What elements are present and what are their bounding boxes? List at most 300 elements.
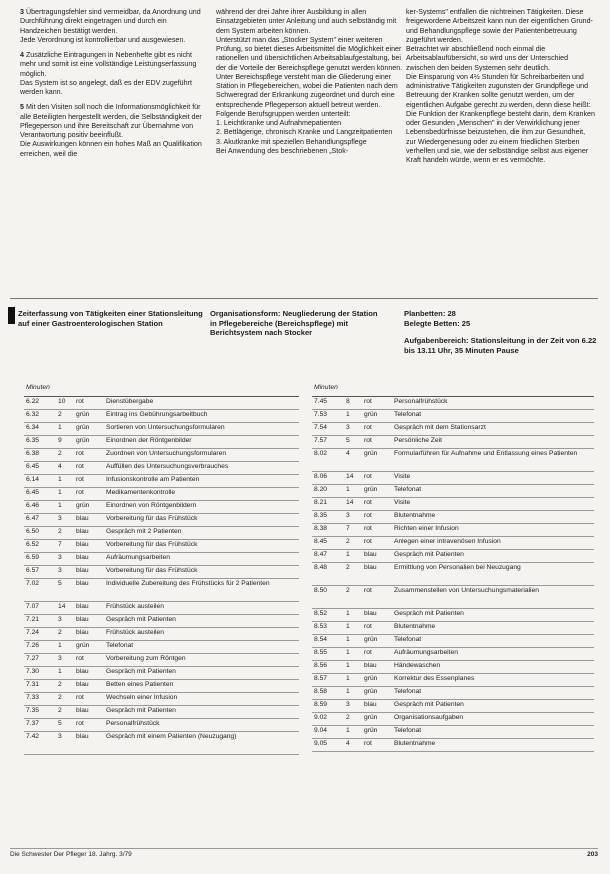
activity-cell: Richten einer Infusion	[392, 524, 594, 537]
table-row	[312, 674, 594, 687]
activity-cell: Infusionskontrolle am Patienten	[104, 475, 299, 488]
minutes-cell: 3	[344, 511, 362, 524]
color-code-cell: blau	[74, 706, 104, 719]
minutes-cell: 1	[344, 687, 362, 700]
activity-cell: Vorbereitung für das Frühstück	[104, 566, 299, 579]
activity-cell: Gespräch mit Patienten	[392, 550, 594, 563]
activity-cell: Formularführen für Aufnahme und Entlassung eines Patienten	[392, 449, 594, 472]
activity-cell: Wechseln einer Infusion	[104, 693, 299, 706]
activity-cell: Gespräch mit Patienten	[392, 700, 594, 713]
color-code-cell: blau	[362, 550, 392, 563]
minutes-cell: 3	[56, 514, 74, 527]
table-header: Minuten	[24, 383, 299, 397]
time-cell: 7.37	[24, 719, 56, 732]
paragraph: Bei Anwendung des beschriebenen „Stok-	[216, 146, 349, 155]
activity-cell: Persönliche Zeit	[392, 436, 594, 449]
minutes-cell: 1	[344, 635, 362, 648]
color-code-cell: grün	[362, 485, 392, 498]
activity-cell: Ermittlung von Personalien bei Neuzugang	[392, 563, 594, 586]
minutes-cell: 2	[56, 693, 74, 706]
minutes-cell: 3	[344, 700, 362, 713]
activity-cell: Blutentnahme	[392, 511, 594, 524]
minutes-cell: 1	[56, 501, 74, 514]
section-marker	[8, 307, 15, 324]
paragraph: Unterstützt man das „Stocker System" einer weiteren Prüfung, so bietet dieses Arbeitsmittel die Möglichkeit einer rationellen und übersichtlichen Arbeitsablaufgestaltung, bei der die Vorteile der Bereichspflege genutzt werden können.	[216, 35, 403, 72]
activity-cell: Telefonat	[392, 635, 594, 648]
aufgabenbereich: Aufgabenbereich: Stationsleitung in der Zeit von 6.22 bis 13.11 Uhr, 35 Minuten Pause	[404, 336, 597, 355]
activity-cell: Zusammenstellen von Untersuchungsmaterialien	[392, 586, 594, 609]
table-row	[24, 667, 299, 680]
time-cell: 8.53	[312, 622, 344, 635]
page-number: 203	[587, 851, 598, 858]
activity-cell: Visite	[392, 472, 594, 485]
minutes-cell: 8	[344, 397, 362, 410]
color-code-cell: grün	[74, 410, 104, 423]
table-row	[24, 732, 299, 755]
table-row	[312, 739, 594, 752]
activity-cell: Gespräch mit Patienten	[104, 706, 299, 719]
minutes-cell: 5	[344, 436, 362, 449]
color-code-cell: blau	[74, 579, 104, 602]
table-row	[24, 397, 299, 410]
paragraph	[20, 79, 210, 98]
activity-cell: Frühstück austeilen	[104, 628, 299, 641]
minutes-cell: 14	[56, 602, 74, 615]
minutes-cell: 2	[344, 537, 362, 550]
table-row	[312, 563, 594, 586]
paragraph: Unter Bereichspflege versteht man die Gliederung einer Station in Pflegebereichen, wobei die Patienten nach dem Schweregrad der Erkrankung zugeordnet und durch eine entsprechende Pflegeperson aktuell betreut werden.	[216, 72, 398, 109]
time-cell: 8.47	[312, 550, 344, 563]
time-cell: 7.02	[24, 579, 56, 602]
activity-cell: Gespräch mit Patienten	[104, 615, 299, 628]
activity-cell: Aufräumungsarbeiten	[104, 553, 299, 566]
minutes-cell: 2	[56, 706, 74, 719]
color-code-cell: rot	[74, 462, 104, 475]
color-code-cell: blau	[74, 540, 104, 553]
page-footer	[10, 848, 598, 858]
color-code-cell: rot	[362, 498, 392, 511]
time-cell: 8.02	[312, 449, 344, 472]
activity-cell: Eintrag ins Gebührungsarbeitbuch	[104, 410, 299, 423]
activity-cell: Gespräch mit einem Patienten (Neuzugang)	[104, 732, 299, 755]
activity-cell: Betten eines Patienten	[104, 680, 299, 693]
table-row	[312, 511, 594, 524]
time-cell: 6.46	[24, 501, 56, 514]
table-row	[312, 485, 594, 498]
color-code-cell: blau	[74, 514, 104, 527]
color-code-cell: grün	[74, 501, 104, 514]
table-row	[312, 397, 594, 410]
time-cell: 7.24	[24, 628, 56, 641]
minutes-cell: 4	[344, 739, 362, 752]
paragraph	[20, 36, 210, 45]
activity-cell: Einordnen von Röntgenbildern	[104, 501, 299, 514]
time-cell: 7.57	[312, 436, 344, 449]
table-row	[24, 514, 299, 527]
color-code-cell: grün	[74, 641, 104, 654]
paragraph	[20, 8, 210, 36]
time-cell: 7.21	[24, 615, 56, 628]
table-row	[24, 654, 299, 667]
color-code-cell: rot	[362, 648, 392, 661]
time-cell: 6.32	[24, 410, 56, 423]
time-cell: 8.52	[312, 609, 344, 622]
time-cell: 8.35	[312, 511, 344, 524]
activity-cell: Telefonat	[104, 641, 299, 654]
table-row	[24, 579, 299, 602]
minutes-cell: 3	[56, 732, 74, 755]
activity-cell: Telefonat	[392, 485, 594, 498]
activity-cell: Gespräch mit 2 Patienten	[104, 527, 299, 540]
minutes-cell: 1	[344, 609, 362, 622]
time-cell: 6.52	[24, 540, 56, 553]
activity-cell: Sortieren von Untersuchungsformularen	[104, 423, 299, 436]
table-row	[24, 615, 299, 628]
table-row	[312, 449, 594, 472]
minutes-cell: 1	[344, 622, 362, 635]
color-code-cell: rot	[362, 537, 392, 550]
minutes-cell: 14	[344, 498, 362, 511]
paragraph: Die Einsparung von 4½ Stunden für Schreibarbeiten und administrative Tätigkeiten zugunsten der Grundpflege und Betreuung der Kranken sollte genutzt werden, um der eigentlichen Aufgabe gerecht zu werden, denn diese heißt:	[406, 72, 591, 109]
table-row	[24, 475, 299, 488]
time-cell: 8.21	[312, 498, 344, 511]
activity-cell: Blutentnahme	[392, 739, 594, 752]
table-row	[24, 602, 299, 615]
color-code-cell: rot	[74, 693, 104, 706]
time-cell: 6.38	[24, 449, 56, 462]
color-code-cell: grün	[362, 635, 392, 648]
table-row	[24, 680, 299, 693]
time-cell: 6.45	[24, 462, 56, 475]
paragraph-text: Mit den Visiten soll noch die Informationsmöglichkeit für alle Beteiligten hergestellt werden, die Selbständigkeit der Pflegeperson und ihre Bereitschaft zur Übernahme von Verantwortung positiv beeinflußt.	[20, 103, 202, 139]
time-cell: 9.05	[312, 739, 344, 752]
color-code-cell: blau	[74, 628, 104, 641]
time-cell: 8.59	[312, 700, 344, 713]
minutes-cell: 1	[344, 550, 362, 563]
minutes-cell: 1	[344, 485, 362, 498]
activity-cell: Personalfrühstück	[392, 397, 594, 410]
table-row	[24, 436, 299, 449]
time-cell: 6.47	[24, 514, 56, 527]
activity-cell: Personalfrühstück	[104, 719, 299, 732]
paragraph-text: Übertragungsfehler sind vermeidbar, da Anordnung und Durchführung direkt eingetragen und durch ein Handzeichen bestätigt werden.	[20, 8, 201, 35]
activity-cell: Aufräumungsarbeiten	[392, 648, 594, 661]
minutes-cell: 3	[56, 566, 74, 579]
time-log-table-right	[312, 383, 594, 752]
activity-cell: Telefonat	[392, 687, 594, 700]
article-column-1	[20, 8, 210, 159]
table-row	[312, 713, 594, 726]
time-cell: 7.07	[24, 602, 56, 615]
table-row	[312, 472, 594, 485]
color-code-cell: rot	[74, 449, 104, 462]
minutes-cell: 3	[56, 615, 74, 628]
time-cell: 8.58	[312, 687, 344, 700]
activity-cell: Medikamentenkontrolle	[104, 488, 299, 501]
paragraph: 2. Bettlägerige, chronisch Kranke und Langzeitpatienten	[216, 128, 393, 137]
color-code-cell: blau	[362, 563, 392, 586]
paragraph: während der drei Jahre ihrer Ausbildung in allen Einsatzgebieten unter Anleitung und auch selbständig mit dem System arbeiten können.	[216, 8, 397, 35]
time-cell: 8.45	[312, 537, 344, 550]
activity-cell: Vorbereitung für das Frühstück	[104, 514, 299, 527]
minutes-cell: 3	[56, 553, 74, 566]
table-row	[312, 700, 594, 713]
time-cell: 7.45	[312, 397, 344, 410]
time-cell: 8.48	[312, 563, 344, 586]
minutes-cell: 1	[56, 667, 74, 680]
time-cell: 7.42	[24, 732, 56, 755]
color-code-cell: blau	[74, 680, 104, 693]
table-row	[312, 423, 594, 436]
color-code-cell: rot	[362, 436, 392, 449]
minutes-cell: 3	[344, 423, 362, 436]
table-header: Minuten	[312, 383, 594, 397]
color-code-cell: blau	[74, 527, 104, 540]
time-cell: 7.54	[312, 423, 344, 436]
color-code-cell: rot	[74, 654, 104, 667]
color-code-cell: rot	[74, 719, 104, 732]
minutes-cell: 2	[344, 713, 362, 726]
article-column-2	[216, 8, 408, 156]
paragraph: ker-Systems" entfallen die nichtreinen Tätigkeiten. Diese freigewordene Arbeitszeit kann nun der eigentlichen Grund- und Behandlungspflege sowie der Patientenbetreuung zugeführt werden.	[406, 8, 593, 44]
minutes-cell: 1	[344, 661, 362, 674]
color-code-cell: rot	[362, 511, 392, 524]
time-cell: 8.50	[312, 586, 344, 609]
activity-cell: Zuordnen von Untersuchungsformularen	[104, 449, 299, 462]
activity-cell: Individuelle Zubereitung des Frühstücks für 2 Patienten	[104, 579, 299, 602]
minutes-cell: 1	[344, 726, 362, 739]
activity-cell: Vorbereitung zum Röntgen	[104, 654, 299, 667]
color-code-cell: blau	[74, 615, 104, 628]
time-cell: 8.20	[312, 485, 344, 498]
table-row	[312, 498, 594, 511]
color-code-cell: blau	[74, 732, 104, 755]
minutes-cell: 2	[56, 449, 74, 462]
time-cell: 8.57	[312, 674, 344, 687]
activity-cell: Gespräch mit dem Stationsarzt	[392, 423, 594, 436]
activity-cell: Gespräch mit Patienten	[392, 609, 594, 622]
table-row	[312, 609, 594, 622]
minutes-cell: 2	[56, 527, 74, 540]
paragraph: Die Funktion der Krankenpflege besteht darin, dem Kranken oder Gesunden „Menschen" in der Verwirklichung jener Lebensbedürfnisse beizustehen, die ihm zur Gesundheit, zur Wiedergenesung oder zu einem friedlichen Sterben verhelfen und sie, wie der selbständige selbst aus eigener Kraft handeln würde, wenn er es vermöchte.	[406, 109, 595, 164]
time-cell: 8.38	[312, 524, 344, 537]
table-row	[312, 410, 594, 423]
table-row	[24, 410, 299, 423]
color-code-cell: rot	[362, 586, 392, 609]
paragraph: Folgende Berufsgruppen werden unterteilt:	[216, 109, 351, 118]
minutes-cell: 2	[56, 410, 74, 423]
minutes-cell: 9	[56, 436, 74, 449]
time-cell: 6.45	[24, 488, 56, 501]
time-cell: 9.02	[312, 713, 344, 726]
color-code-cell: grün	[362, 674, 392, 687]
time-cell: 6.14	[24, 475, 56, 488]
color-code-cell: grün	[362, 687, 392, 700]
activity-cell: Gespräch mit Patienten	[104, 667, 299, 680]
color-code-cell: grün	[362, 410, 392, 423]
table-row	[312, 436, 594, 449]
time-cell: 7.33	[24, 693, 56, 706]
table-info-right	[404, 309, 604, 355]
color-code-cell: rot	[362, 739, 392, 752]
minutes-cell: 1	[56, 423, 74, 436]
activity-cell: Blutentnahme	[392, 622, 594, 635]
activity-cell: Vorbereitung für das Frühstück	[104, 540, 299, 553]
time-cell: 7.35	[24, 706, 56, 719]
minutes-cell: 1	[56, 641, 74, 654]
minutes-cell: 5	[56, 719, 74, 732]
time-cell: 7.30	[24, 667, 56, 680]
paragraph-text: Die Auswirkungen können ein hohes Maß an Qualifikation erreichen, weil die	[20, 140, 202, 158]
minutes-cell: 7	[344, 524, 362, 537]
color-code-cell: grün	[362, 449, 392, 472]
color-code-cell: blau	[74, 566, 104, 579]
color-code-cell: blau	[362, 700, 392, 713]
table-row	[312, 586, 594, 609]
table-row	[24, 540, 299, 553]
minutes-cell: 3	[56, 654, 74, 667]
time-cell: 7.53	[312, 410, 344, 423]
color-code-cell: blau	[362, 661, 392, 674]
table-row	[312, 550, 594, 563]
table-row	[24, 527, 299, 540]
table-row	[24, 628, 299, 641]
table-row	[312, 622, 594, 635]
table-title-left: Zeiterfassung von Tätigkeiten einer Stationsleitung auf einer Gastroenterologischen Station	[18, 309, 203, 328]
paragraph-text: Das System ist so angelegt, daß es der EDV zugeführt werden kann.	[20, 78, 192, 96]
table-row	[24, 641, 299, 654]
table-row	[24, 501, 299, 514]
table-row	[312, 726, 594, 739]
activity-cell: Auffüllen des Untersuchungsverbrauches	[104, 462, 299, 475]
table-row	[312, 524, 594, 537]
activity-cell: Händewaschen	[392, 661, 594, 674]
activity-cell: Korrektur des Essenplanes	[392, 674, 594, 687]
planbetten: Planbetten: 28	[404, 309, 456, 318]
list-number: 3	[20, 8, 24, 16]
paragraph	[20, 140, 210, 159]
table-row	[312, 661, 594, 674]
minutes-cell: 2	[344, 586, 362, 609]
table-row	[24, 553, 299, 566]
minutes-cell: 4	[344, 449, 362, 472]
time-cell: 6.34	[24, 423, 56, 436]
color-code-cell: rot	[74, 488, 104, 501]
table-row	[312, 537, 594, 550]
time-cell: 8.55	[312, 648, 344, 661]
time-cell: 6.22	[24, 397, 56, 410]
time-cell: 6.59	[24, 553, 56, 566]
minutes-cell: 7	[56, 540, 74, 553]
minutes-cell: 10	[56, 397, 74, 410]
time-cell: 6.35	[24, 436, 56, 449]
color-code-cell: blau	[74, 602, 104, 615]
color-code-cell: grün	[362, 726, 392, 739]
activity-cell: Visite	[392, 498, 594, 511]
table-row	[24, 488, 299, 501]
color-code-cell: grün	[74, 436, 104, 449]
minutes-cell: 2	[344, 563, 362, 586]
time-cell: 9.04	[312, 726, 344, 739]
activity-cell: Telefonat	[392, 726, 594, 739]
table-row	[24, 423, 299, 436]
minutes-cell: 1	[56, 475, 74, 488]
time-log-table-left	[24, 383, 299, 755]
activity-cell: Anlegen einer intravenösen Infusion	[392, 537, 594, 550]
minutes-cell: 4	[56, 462, 74, 475]
article-column-3	[406, 8, 596, 165]
paragraph-text: Jede Verordnung ist kontrollierbar und ausgewiesen.	[20, 35, 186, 44]
minutes-cell: 1	[344, 648, 362, 661]
color-code-cell: rot	[362, 423, 392, 436]
color-code-cell: rot	[74, 475, 104, 488]
table-row	[24, 706, 299, 719]
color-code-cell: blau	[74, 553, 104, 566]
color-code-cell: grün	[362, 713, 392, 726]
time-cell: 7.27	[24, 654, 56, 667]
minutes-cell: 2	[56, 628, 74, 641]
time-cell: 6.57	[24, 566, 56, 579]
table-row	[312, 635, 594, 648]
table-row	[24, 462, 299, 475]
time-cell: 7.31	[24, 680, 56, 693]
color-code-cell: rot	[362, 622, 392, 635]
time-cell: 6.50	[24, 527, 56, 540]
table-title-center: Organisationsform: Neugliederung der Station in Pflegebereiche (Bereichspflege) mit Berichtsystem nach Stocker	[210, 309, 378, 338]
time-cell: 8.56	[312, 661, 344, 674]
table-row	[312, 648, 594, 661]
table-row	[24, 449, 299, 462]
activity-cell: Dienstübergabe	[104, 397, 299, 410]
paragraph: Betrachtet wir abschließend noch einmal die Arbeitsablaufübersicht, so wird uns der Unterschied zwischen den beiden Systemen sehr deutlich.	[406, 45, 569, 72]
minutes-cell: 14	[344, 472, 362, 485]
color-code-cell: blau	[74, 667, 104, 680]
activity-cell: Einordnen der Röntgenbilder	[104, 436, 299, 449]
minutes-cell: 1	[344, 674, 362, 687]
time-cell: 8.06	[312, 472, 344, 485]
list-number: 5	[20, 103, 24, 112]
activity-cell: Frühstück austeilen	[104, 602, 299, 615]
paragraph: 3. Akutkranke mit speziellen Behandlungspflege	[216, 137, 367, 146]
color-code-cell: rot	[362, 397, 392, 410]
journal-citation: Die Schwester Der Pfleger 18. Jahrg. 3/79	[10, 851, 132, 858]
paragraph	[20, 51, 210, 79]
paragraph-text: Zusätzliche Eintragungen in Nebenhefte gibt es nicht mehr und somit ist eine vollständige Leistungserfassung möglich.	[20, 51, 197, 78]
table-row	[24, 719, 299, 732]
color-code-cell: grün	[74, 423, 104, 436]
minutes-cell: 1	[56, 488, 74, 501]
paragraph: 1. Leichtkranke und Aufnahmepatienten	[216, 119, 342, 127]
table-row	[24, 693, 299, 706]
list-number: 4	[20, 51, 24, 59]
activity-cell: Organisationsaufgaben	[392, 713, 594, 726]
color-code-cell: rot	[74, 397, 104, 410]
minutes-cell: 1	[344, 410, 362, 423]
paragraph	[20, 103, 210, 140]
table-row	[312, 687, 594, 700]
minutes-cell: 2	[56, 680, 74, 693]
minutes-cell: 5	[56, 579, 74, 602]
time-cell: 8.54	[312, 635, 344, 648]
section-divider	[10, 298, 598, 299]
belegte-betten: Belegte Betten: 25	[404, 318, 471, 328]
activity-cell: Telefonat	[392, 410, 594, 423]
color-code-cell: rot	[362, 472, 392, 485]
table-row	[24, 566, 299, 579]
color-code-cell: blau	[362, 609, 392, 622]
time-cell: 7.26	[24, 641, 56, 654]
color-code-cell: rot	[362, 524, 392, 537]
